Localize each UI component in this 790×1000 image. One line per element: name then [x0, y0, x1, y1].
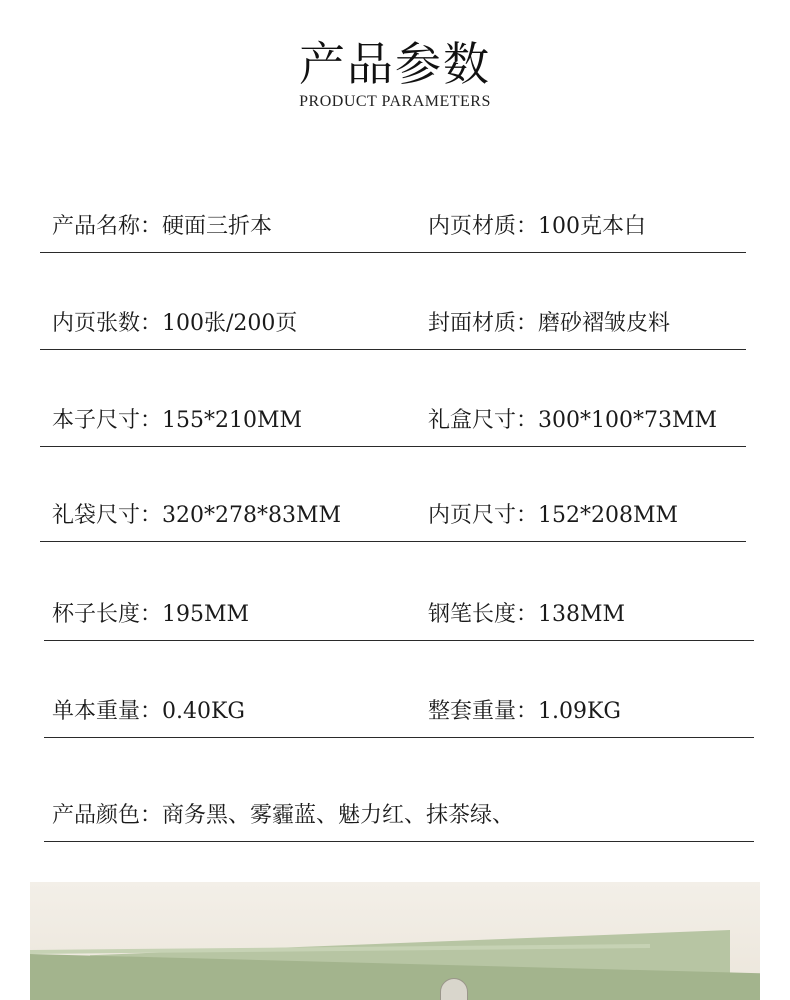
param-set-weight: 整套重量：1.09KG: [428, 699, 621, 724]
page-subtitle: PRODUCT PARAMETERS: [299, 93, 491, 110]
param-inner-page-size: 内页尺寸：152*208MM: [428, 503, 679, 528]
param-cup-length: 杯子长度：195MM: [52, 602, 250, 627]
param-row-5: [44, 544, 754, 641]
param-row-2: [40, 253, 746, 350]
param-notebook-size: 本子尺寸：155*210MM: [52, 408, 303, 433]
product-photo: [30, 882, 760, 1000]
param-cover-material: 封面材质：磨砂褶皱皮料: [428, 311, 671, 336]
param-inner-material: 内页材质：100克本白: [428, 214, 646, 239]
param-row-6: [44, 641, 754, 738]
param-giftbox-size: 礼盒尺寸：300*100*73MM: [428, 408, 718, 433]
param-row-3: [40, 350, 746, 447]
param-inner-sheets: 内页张数：100张/200页: [52, 311, 298, 336]
param-product-name: 产品名称：硬面三折本: [52, 214, 273, 239]
param-row-1: [40, 156, 746, 253]
param-product-colors: 产品颜色：商务黑、雾霾蓝、魅力红、抹茶绿、: [52, 803, 515, 828]
param-pen-length: 钢笔长度：138MM: [428, 602, 626, 627]
param-row-colors: [44, 745, 754, 842]
param-single-weight: 单本重量：0.40KG: [52, 699, 245, 724]
param-row-4: [40, 445, 746, 542]
param-giftbag-size: 礼袋尺寸：320*278*83MM: [52, 503, 342, 528]
page-title: 产品参数: [299, 37, 491, 91]
ribbon-handle: [440, 978, 468, 1000]
